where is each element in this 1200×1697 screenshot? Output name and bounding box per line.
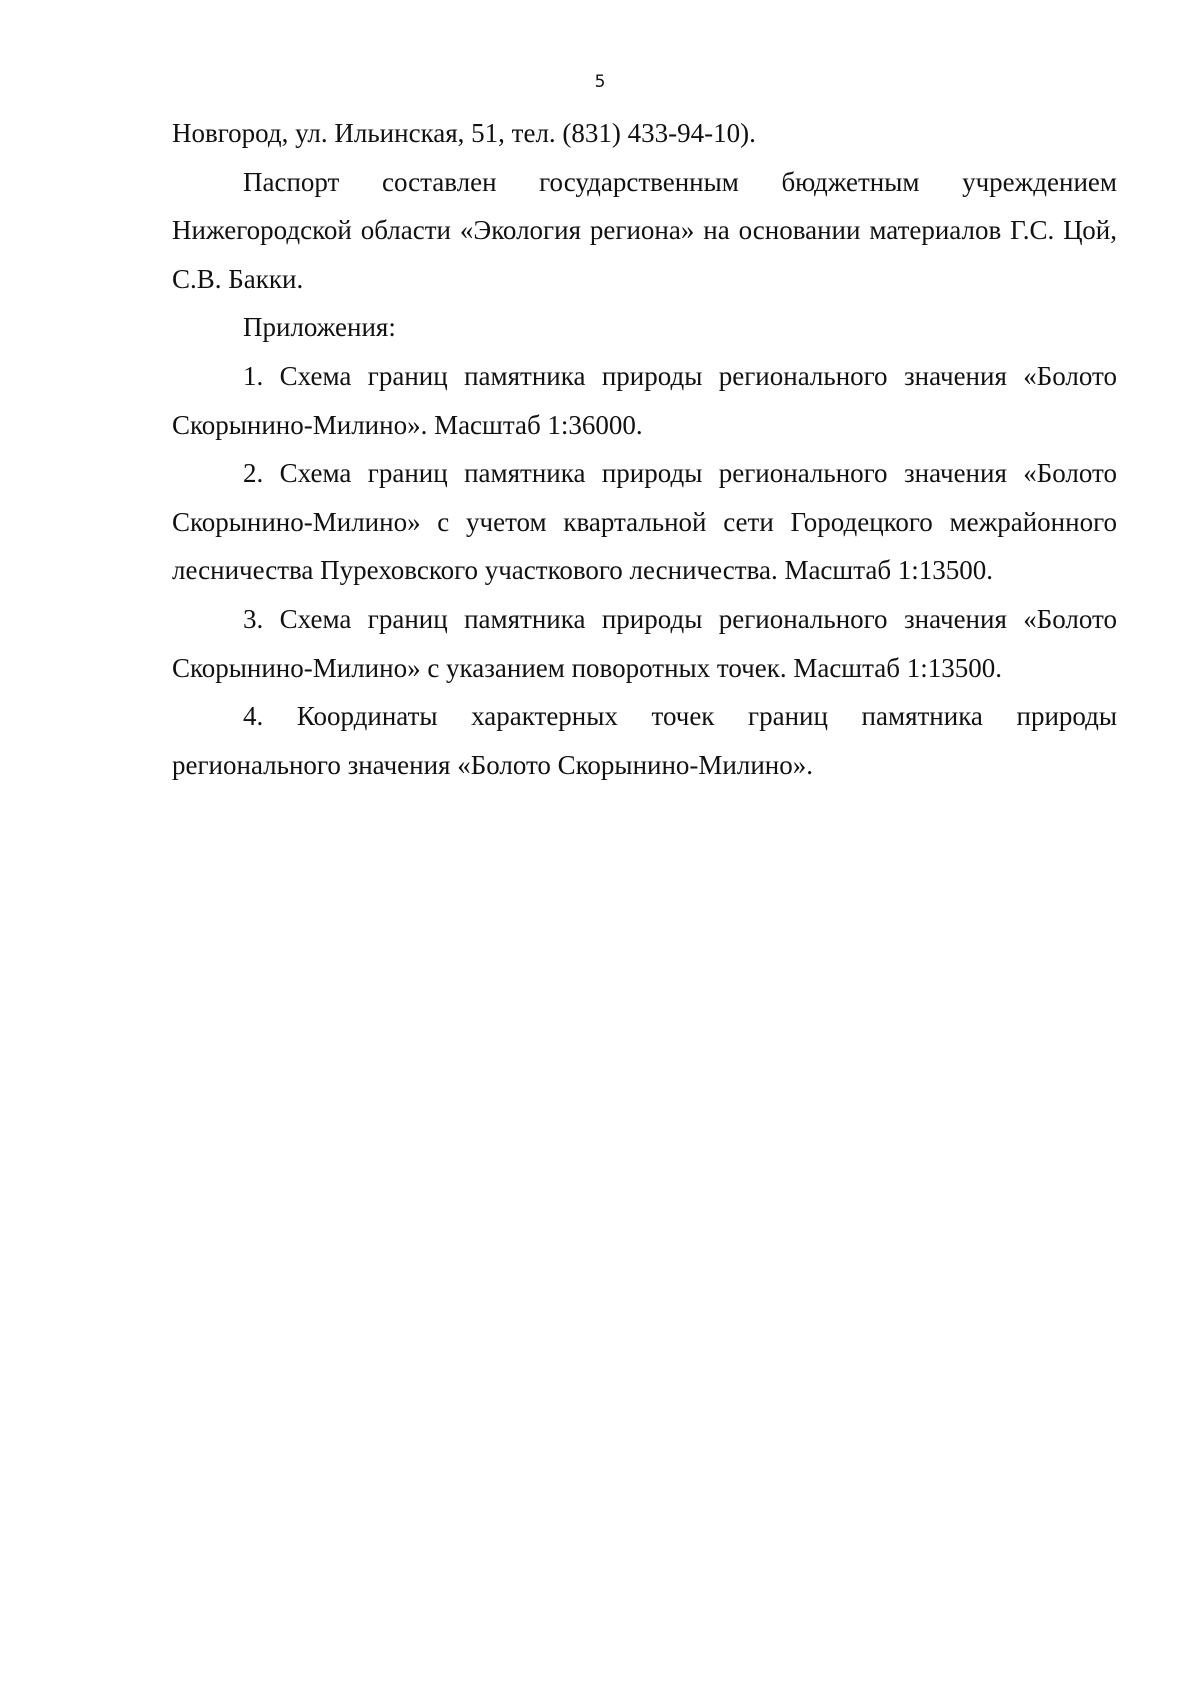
address-continuation: Новгород, ул. Ильинская, 51, тел. (831) 433-94-10).	[172, 118, 756, 148]
page-number: 5	[594, 72, 606, 92]
appendix-heading: Приложения:	[243, 312, 396, 343]
appendix-item: 4. Координаты характерных точек границ памятника природы регионального значения «Болото Скорынино-Милино».	[172, 701, 1117, 780]
appendix-item: 1. Схема границ памятника природы регионального значения «Болото Скорынино-Милино». Масштаб 1:36000.	[172, 360, 1117, 440]
appendix-item: 3. Схема границ памятника природы регионального значения «Болото Скорынино-Милино» с указанием поворотных точек. Масштаб 1:13500.	[172, 603, 1117, 683]
document-body	[172, 109, 1117, 789]
passport-paragraph: Паспорт составлен государственным бюджетным учреждением Нижегородской области «Экология региона» на основании материалов Г.С. Цой, С.В. Бакки.	[172, 166, 1117, 294]
appendix-item: 2. Схема границ памятника природы регионального значения «Болото Скорынино-Милино» с учетом квартальной сети Городецкого межрайонного лесничества Пуреховского участкового лесничества. Масштаб 1:13500.	[172, 458, 1117, 586]
